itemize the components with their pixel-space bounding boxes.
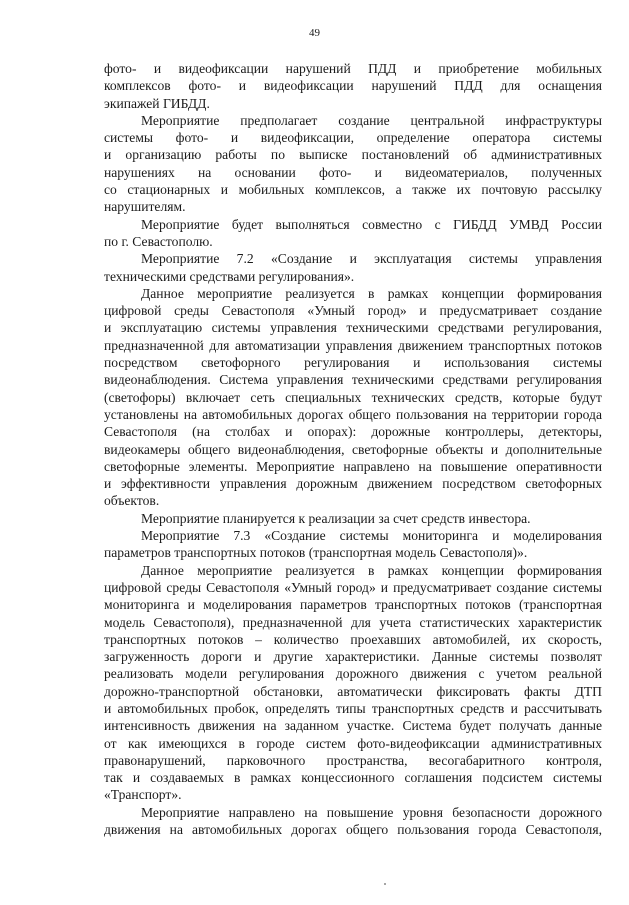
text-line: нарушителям. — [104, 199, 186, 215]
text-line: Севастополя (на столбах и опорах): дорожные контроллеры, детекторы, — [104, 424, 602, 440]
text-line: видеокамеры общего видеонаблюдения, светофорные объекты и дополнительные — [104, 441, 602, 457]
paragraph — [104, 250, 602, 285]
text-line: и организацию работы по выписке постановлений об административных — [104, 147, 602, 163]
text-line: со стационарных и мобильных комплексов, а также их почтовую рассылку — [104, 182, 602, 198]
text-line: объектов. — [104, 493, 160, 509]
text-line: и автомобильных пробок, определять типы транспортных средств и рассчитывать — [104, 700, 602, 716]
paragraph — [104, 804, 602, 839]
text-line: Мероприятие будет выполняться совместно с ГИБДД УМВД России — [141, 216, 602, 232]
text-line: загруженность дороги и другие характеристики. Данные системы позволят — [104, 649, 602, 665]
paragraph — [104, 216, 602, 251]
text-line: правонарушений, парковочного пространства, весогабаритного контроля, — [104, 752, 602, 768]
text-line: интенсивность движения на заданном участке. Система будет получать данные — [104, 718, 602, 734]
text-line: «Транспорт». — [104, 787, 182, 803]
text-line: экипажей ГИБДД. — [104, 95, 210, 111]
text-line: Мероприятие 7.3 «Создание системы мониторинга и моделирования — [141, 528, 602, 544]
text-line: дорожно-транспортной обстановки, автоматически фиксировать факты ДТП — [104, 683, 602, 699]
text-line: системы фото- и видеофиксации, определение оператора системы — [104, 130, 602, 146]
paragraph — [104, 60, 602, 112]
text-line: посредством светофорного регулирования и использования системы — [104, 355, 602, 371]
scan-speck — [384, 883, 386, 885]
paragraph — [104, 510, 602, 527]
text-line: Мероприятие предполагает создание центральной инфраструктуры — [141, 112, 602, 128]
text-line: мониторинга и моделирования параметров транспортных потоков (транспортная — [104, 597, 602, 613]
text-line: параметров транспортных потоков (транспортная модель Севастополя)». — [104, 545, 528, 561]
text-line: нарушениях на основании фото- и видеоматериалов, полученных — [104, 164, 602, 180]
text-line: Данное мероприятие реализуется в рамках концепции формирования — [141, 562, 602, 578]
text-line: (светофоры) включает сеть специальных технических средств, которые будут — [104, 389, 602, 405]
paragraph — [104, 285, 602, 510]
document-body — [104, 60, 602, 838]
paragraph — [104, 112, 602, 216]
text-line: цифровой среды Севастополя «Умный город» и предусматривает создание — [104, 303, 602, 319]
text-line: Данное мероприятие реализуется в рамках концепции формирования — [141, 285, 602, 301]
text-line: светофорные элементы. Мероприятие направлено на повышение оперативности — [104, 458, 602, 474]
text-line: реализовать модели регулирования дорожного движения с учетом реальной — [104, 666, 602, 682]
text-line: предназначенной для автоматизации управления движением транспортных потоков — [104, 337, 602, 353]
text-line: транспортных потоков – количество проехавших автомобилей, их скорость, — [104, 631, 602, 647]
text-line: от как имеющихся в городе систем фото-видеофиксации административных — [104, 735, 602, 751]
text-line: цифровой среды Севастополя «Умный город» и предусматривает создание системы — [104, 579, 602, 595]
text-line: Мероприятие планируется к реализации за счет средств инвестора. — [141, 510, 531, 526]
text-line: комплексов фото- и видеофиксации нарушений ПДД для оснащения — [104, 78, 602, 94]
text-line: техническими средствами регулирования». — [104, 268, 355, 284]
text-line: Мероприятие направлено на повышение уровня безопасности дорожного — [141, 804, 602, 820]
text-line: фото- и видеофиксации нарушений ПДД и приобретение мобильных — [104, 61, 602, 76]
text-line: установлены на автомобильных дорогах общего пользования на территории города — [104, 406, 602, 422]
paragraph — [104, 527, 602, 562]
paragraph — [104, 562, 602, 804]
text-line: так и создаваемых в рамках концессионного соглашения подсистем системы — [104, 770, 602, 786]
text-line: по г. Севастополю. — [104, 233, 213, 249]
page-number: 49 — [309, 27, 320, 39]
text-line: видеонаблюдения. Система управления техническими средствами регулирования — [104, 372, 602, 388]
text-line: Мероприятие 7.2 «Создание и эксплуатация системы управления — [141, 251, 602, 267]
text-line: и эффективности управления дорожным движением посредством светофорных — [104, 476, 602, 492]
text-line: движения на автомобильных дорогах общего пользования города Севастополя, — [104, 822, 602, 838]
text-line: и эксплуатацию системы управления техническими средствами регулирования, — [104, 320, 602, 336]
text-line: модель Севастополя), предназначенной для учета статистических характеристик — [104, 614, 602, 630]
